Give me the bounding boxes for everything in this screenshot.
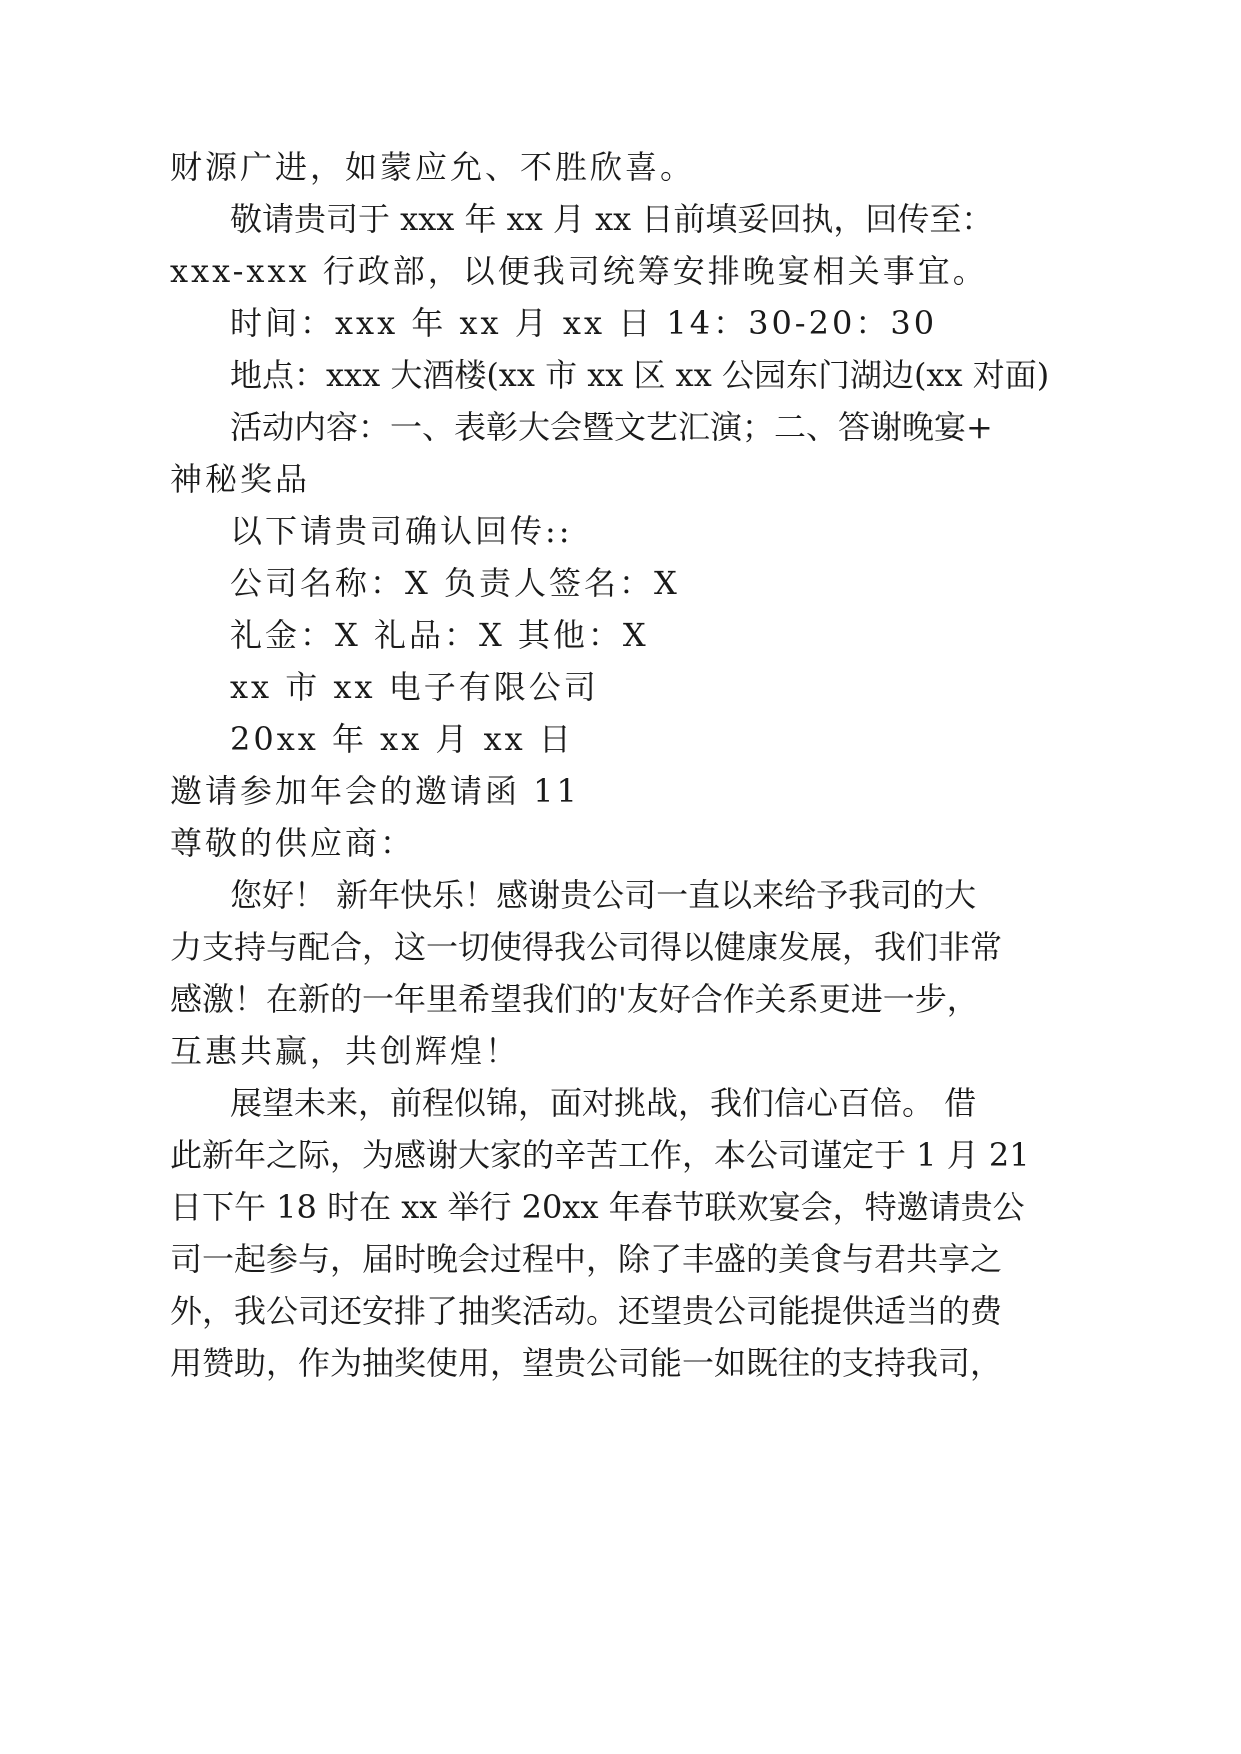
signature-date: 20xx 年 xx 月 xx 日 [230, 720, 574, 758]
body-text-line: 神秘奖品 [170, 460, 311, 498]
reply-instruction: 以下请贵司确认回传:: [230, 512, 573, 550]
body-text-line: 互惠共赢，共创辉煌！ [170, 1032, 521, 1070]
event-time: 时间：xxx 年 xx 月 xx 日 14：30-20：30 [230, 304, 938, 342]
salutation: 尊敬的供应商： [170, 824, 416, 862]
reply-field-company: 公司名称：X 负责人签名：X [230, 564, 680, 602]
body-text-line: 司一起参与，届时晚会过程中，除了丰盛的美食与君共享之 [170, 1240, 1003, 1278]
body-text-line: 敬请贵司于 xxx 年 xx 月 xx 日前填妥回执，回传至： [230, 200, 994, 238]
body-text-line: 外，我公司还安排了抽奖活动。还望贵公司能提供适当的费 [170, 1292, 1003, 1330]
signature-company: xx 市 xx 电子有限公司 [230, 668, 599, 706]
body-text-line: 力支持与配合，这一切使得我公司得以健康发展，我们非常 [170, 928, 1003, 966]
event-location: 地点：xxx 大酒楼(xx 市 xx 区 xx 公园东门湖边(xx 对面) [230, 356, 1050, 394]
body-text-line: 此新年之际，为感谢大家的辛苦工作，本公司谨定于 1 月 21 [170, 1136, 1030, 1174]
body-text-line: 财源广进，如蒙应允、不胜欣喜。 [170, 148, 696, 186]
body-text-line: 用赞助，作为抽奖使用，望贵公司能一如既往的支持我司， [170, 1344, 1003, 1382]
body-text-line: 感激！在新的一年里希望我们的'友好合作关系更进一步， [170, 980, 979, 1018]
body-text-line: xxx-xxx 行政部，以便我司统筹安排晚宴相关事宜。 [170, 252, 988, 290]
body-text-line: 展望未来，前程似锦，面对挑战，我们信心百倍。 借 [230, 1084, 977, 1122]
section-title: 邀请参加年会的邀请函 11 [170, 772, 580, 810]
event-content: 活动内容：一、表彰大会暨文艺汇演；二、答谢晚宴+ [230, 408, 993, 446]
reply-field-gifts: 礼金：X 礼品：X 其他：X [230, 616, 649, 654]
body-text-line: 日下午 18 时在 xx 举行 20xx 年春节联欢宴会，特邀请贵公 [170, 1188, 1025, 1226]
body-text-line: 您好！ 新年快乐！感谢贵公司一直以来给予我司的大 [230, 876, 977, 914]
